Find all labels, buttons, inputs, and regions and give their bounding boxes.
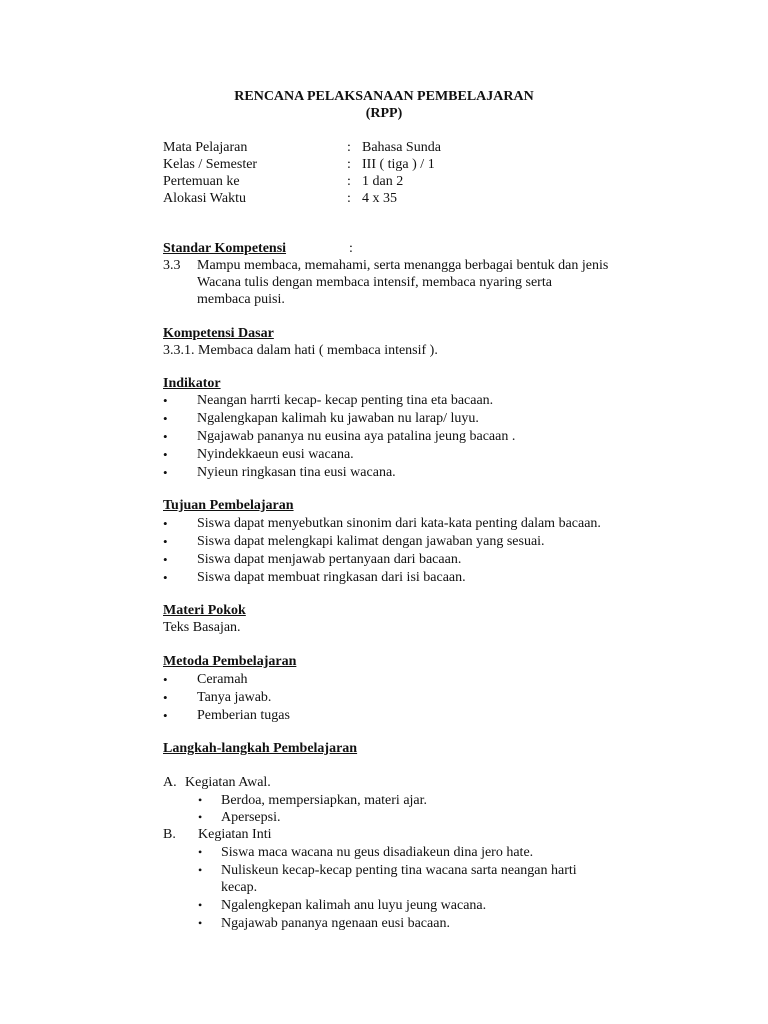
section-heading-kompetensi-dasar: Kompetensi Dasar	[163, 326, 274, 341]
step-label-a: A.	[163, 775, 177, 790]
bullet-icon: •	[163, 570, 168, 585]
materi-text: Teks Basajan.	[163, 620, 241, 635]
list-item: Berdoa, mempersiapkan, materi ajar.	[221, 793, 428, 808]
section-heading-standar: Standar Kompetensi	[163, 241, 287, 256]
bullet-icon: •	[198, 863, 203, 877]
bullet-icon: •	[163, 552, 168, 567]
list-item: Nyindekkaeun eusi wacana.	[197, 447, 354, 462]
bullet-icon: •	[163, 465, 168, 480]
bullet-icon: •	[163, 534, 168, 549]
info-value: 1 dan 2	[362, 174, 404, 189]
bullet-icon: •	[163, 411, 168, 426]
bullet-icon: •	[163, 690, 168, 705]
standar-colon: :	[349, 241, 353, 256]
list-item: Nuliskeun kecap-kecap penting tina wacana sarta neangan harti	[221, 863, 577, 878]
info-separator: :	[347, 140, 351, 155]
section-heading-indikator: Indikator	[163, 376, 221, 391]
section-heading-langkah: Langkah-langkah Pembelajaran	[163, 741, 358, 756]
section-heading-metoda: Metoda Pembelajaran	[163, 654, 297, 669]
list-item: Ngalengkepan kalimah anu luyu jeung wacana.	[221, 898, 487, 913]
info-label: Alokasi Waktu	[163, 191, 246, 206]
bullet-icon: •	[163, 516, 168, 531]
list-item-continuation: kecap.	[221, 880, 258, 895]
info-separator: :	[347, 157, 351, 172]
info-separator: :	[347, 191, 351, 206]
bullet-icon: •	[163, 708, 168, 723]
bullet-icon: •	[198, 845, 203, 859]
bullet-icon: •	[163, 672, 168, 687]
list-item: Ceramah	[197, 672, 248, 687]
standar-line: membaca puisi.	[197, 292, 285, 307]
list-item: Nyieun ringkasan tina eusi wacana.	[197, 465, 396, 480]
info-label: Pertemuan ke	[163, 174, 240, 189]
bullet-icon: •	[163, 429, 168, 444]
section-heading-materi: Materi Pokok	[163, 603, 246, 618]
list-item: Siswa dapat menyebutkan sinonim dari kata-kata penting dalam bacaan.	[197, 516, 601, 531]
standar-number: 3.3	[163, 258, 181, 273]
step-title-b: Kegiatan Inti	[198, 827, 272, 842]
bullet-icon: •	[198, 898, 203, 912]
info-value: Bahasa Sunda	[362, 140, 441, 155]
list-item: Pemberian tugas	[197, 708, 290, 723]
info-value: 4 x 35	[362, 191, 397, 206]
document-title: RENCANA PELAKSANAAN PEMBELAJARAN	[234, 89, 534, 104]
info-separator: :	[347, 174, 351, 189]
list-item: Ngalengkapan kalimah ku jawaban nu larap/ luyu.	[197, 411, 479, 426]
list-item: Tanya jawab.	[197, 690, 272, 705]
bullet-icon: •	[198, 810, 203, 824]
standar-line: Wacana tulis dengan membaca intensif, membaca nyaring serta	[197, 275, 552, 290]
list-item: Ngajawab pananya nu eusina aya patalina jeung bacaan .	[197, 429, 516, 444]
list-item: Siswa dapat melengkapi kalimat dengan jawaban yang sesuai.	[197, 534, 545, 549]
info-label: Mata Pelajaran	[163, 140, 248, 155]
kompetensi-dasar-text: 3.3.1. Membaca dalam hati ( membaca intensif ).	[163, 343, 438, 358]
list-item: Neangan harrti kecap- kecap penting tina eta bacaan.	[197, 393, 494, 408]
list-item: Siswa dapat menjawab pertanyaan dari bacaan.	[197, 552, 462, 567]
list-item: Siswa dapat membuat ringkasan dari isi bacaan.	[197, 570, 466, 585]
list-item: Siswa maca wacana nu geus disadiakeun dina jero hate.	[221, 845, 534, 860]
info-value: III ( tiga ) / 1	[362, 157, 435, 172]
standar-line: Mampu membaca, memahami, serta menangga berbagai bentuk dan jenis	[197, 258, 609, 273]
bullet-icon: •	[163, 393, 168, 408]
document-subtitle: (RPP)	[365, 106, 403, 121]
bullet-icon: •	[198, 793, 203, 807]
list-item: Apersepsi.	[221, 810, 281, 825]
bullet-icon: •	[198, 916, 203, 930]
bullet-icon: •	[163, 447, 168, 462]
section-heading-tujuan: Tujuan Pembelajaran	[163, 498, 294, 513]
step-label-b: B.	[163, 827, 176, 842]
list-item: Ngajawab pananya ngenaan eusi bacaan.	[221, 916, 450, 931]
step-title-a: Kegiatan Awal.	[185, 775, 271, 790]
info-label: Kelas / Semester	[163, 157, 258, 172]
